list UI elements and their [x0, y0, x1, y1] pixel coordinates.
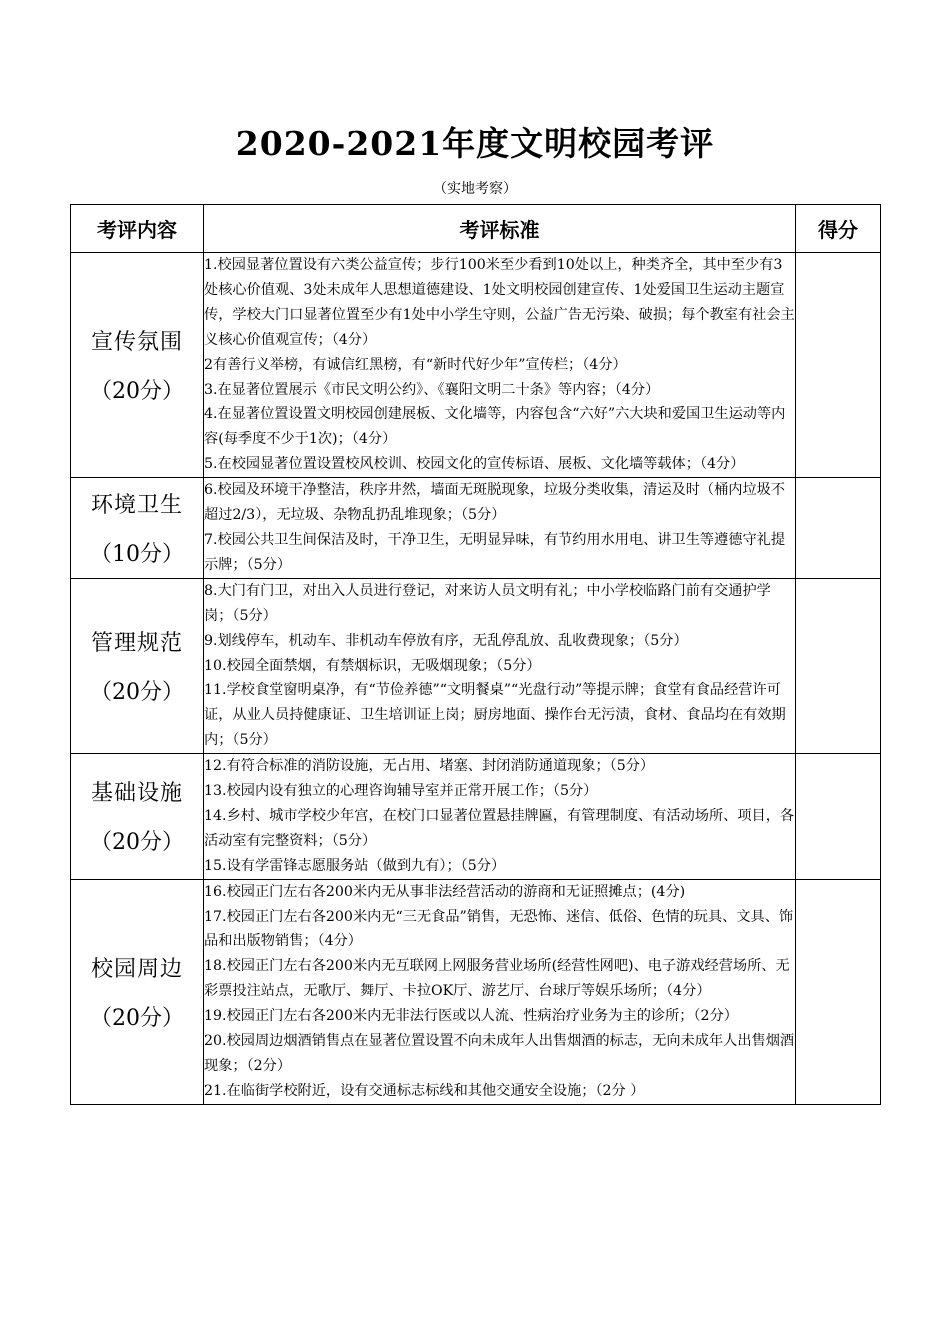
section-criteria — [204, 253, 796, 478]
page-title: 2020-2021年度文明校园考评 — [235, 124, 715, 163]
criterion-item: 11.学校食堂窗明桌净，有“节俭养德”“文明餐桌”“光盘行动”等提示牌；食堂有食品经营许可证，从业人员持健康证、卫生培训证上岗；厨房地面、操作台无污渍，食材、食品均在有效期内；（5分） — [204, 682, 786, 749]
section-name: 宣传氛围 — [90, 330, 183, 356]
criterion-item: 12.有符合标准的消防设施，无占用、堵塞、封闭消防通道现象；（5分） — [204, 758, 655, 775]
header-row — [71, 205, 881, 253]
criterion-item: 18.校园正门左右各200米内无互联网上网服务营业场所(经营性网吧)、电子游戏经营场所、无彩票投注站点，无歌厅、舞厅、卡拉OK厅、游艺厅、台球厅等娱乐场所；（4分） — [204, 958, 790, 1000]
criterion-item: 5.在校园显著位置设置校风校训、校园文化的宣传标语、展板、文化墙等载体；（4分） — [204, 456, 745, 473]
section-name: 管理规范 — [90, 630, 183, 656]
section-category — [71, 478, 204, 579]
score-cell[interactable] — [796, 754, 881, 880]
section-criteria — [204, 754, 796, 880]
criterion-item: 1.校园显著位置设有六类公益宣传；步行100米至少看到10处以上，种类齐全，其中至少有3处核心价值观、3处未成年人思想道德建设、1处文明校园创建宣传、1处爱国卫生运动主题宣传，学校大门口显著位置至少有1处中小学生守则，公益广告无污染、破损；每个教室有社会主义核心价值观宣传；（4分） — [204, 257, 795, 348]
section-points: （20分） — [90, 1005, 184, 1031]
criterion-item: 2有善行义举榜，有诚信红黑榜，有“新时代好少年”宣传栏；（4分） — [204, 356, 627, 373]
criterion-item: 13.校园内设有独立的心理咨询辅导室并正常开展工作；（5分） — [204, 783, 598, 800]
section-criteria — [204, 478, 796, 579]
criterion-item: 8.大门有门卫，对出入人员进行登记，对来访人员文明有礼；中小学校临路门前有交通护学岗；（5分） — [204, 582, 771, 624]
criterion-item: 6.校园及环境干净整洁，秩序井然，墙面无斑脱现象，垃圾分类收集，清运及时（桶内垃圾不超过2/3），无垃圾、杂物乱扔乱堆现象；（5分） — [204, 482, 786, 524]
section-points: （20分） — [90, 379, 184, 405]
score-cell[interactable] — [796, 478, 881, 579]
section-category — [71, 578, 204, 753]
criterion-item: 15.设有学雷锋志愿服务站（做到九有）；（5分） — [204, 857, 506, 874]
section-name: 校园周边 — [90, 956, 183, 982]
criterion-item: 4.在显著位置设置文明校园创建展板、文化墙等，内容包含“六好”六大块和爱国卫生运动等内容(每季度不少于1次)；（4分） — [204, 406, 786, 448]
section-name: 基础设施 — [90, 781, 183, 807]
section-row — [71, 879, 881, 1104]
section-points: （10分） — [90, 541, 184, 567]
section-points: （20分） — [90, 830, 184, 856]
criterion-item: 3.在显著位置展示《市民文明公约》、《襄阳文明二十条》等内容；（4分） — [204, 381, 660, 398]
section-points: （20分） — [90, 679, 184, 705]
criterion-item: 21.在临街学校附近，设有交通标志标线和其他交通安全设施；（2分 ） — [204, 1082, 645, 1099]
section-criteria — [204, 879, 796, 1104]
criterion-item: 14.乡村、城市学校少年宫，在校门口显著位置悬挂牌匾，有管理制度、有活动场所、项目，各活动室有完整资料；（5分） — [204, 807, 795, 849]
criterion-item: 20.校园周边烟酒销售点在显著位置设置不向未成年人出售烟酒的标志，无向未成年人出售烟酒现象；（2分） — [204, 1033, 795, 1074]
score-cell[interactable] — [796, 879, 881, 1104]
evaluation-table — [70, 204, 881, 1105]
section-row — [71, 478, 881, 579]
criterion-item: 19.校园正门左右各200米内无非法行医或以人流、性病治疗业务为主的诊所；（2分） — [204, 1008, 738, 1025]
section-criteria — [204, 578, 796, 753]
section-name: 环境卫生 — [90, 492, 183, 518]
section-row — [71, 253, 881, 478]
criterion-item: 7.校园公共卫生间保洁及时，干净卫生，无明显异味，有节约用水用电、讲卫生等遵德守礼提示牌；（5分） — [204, 531, 786, 573]
criterion-item: 16.校园正门左右各200米内无从事非法经营活动的游商和无证照摊点；(4分) — [204, 883, 686, 900]
criterion-item: 17.校园正门左右各200米内无“三无食品”销售，无恐怖、迷信、低俗、色情的玩具、文具、饰品和出版物销售；（4分） — [204, 908, 794, 950]
score-cell[interactable] — [796, 578, 881, 753]
section-category — [71, 879, 204, 1104]
header-score: 得分 — [796, 205, 881, 253]
header-criteria: 考评标准 — [204, 205, 796, 253]
header-content: 考评内容 — [71, 205, 204, 253]
criterion-item: 10.校园全面禁烟，有禁烟标识，无吸烟现象；（5分） — [204, 657, 541, 674]
page-subtitle: （实地考察） — [433, 181, 517, 197]
section-row — [71, 578, 881, 753]
section-row — [71, 754, 881, 880]
section-category — [71, 253, 204, 478]
section-category — [71, 754, 204, 880]
score-cell[interactable] — [796, 253, 881, 478]
criterion-item: 9.划线停车，机动车、非机动车停放有序，无乱停乱放、乱收费现象；（5分） — [204, 632, 688, 649]
